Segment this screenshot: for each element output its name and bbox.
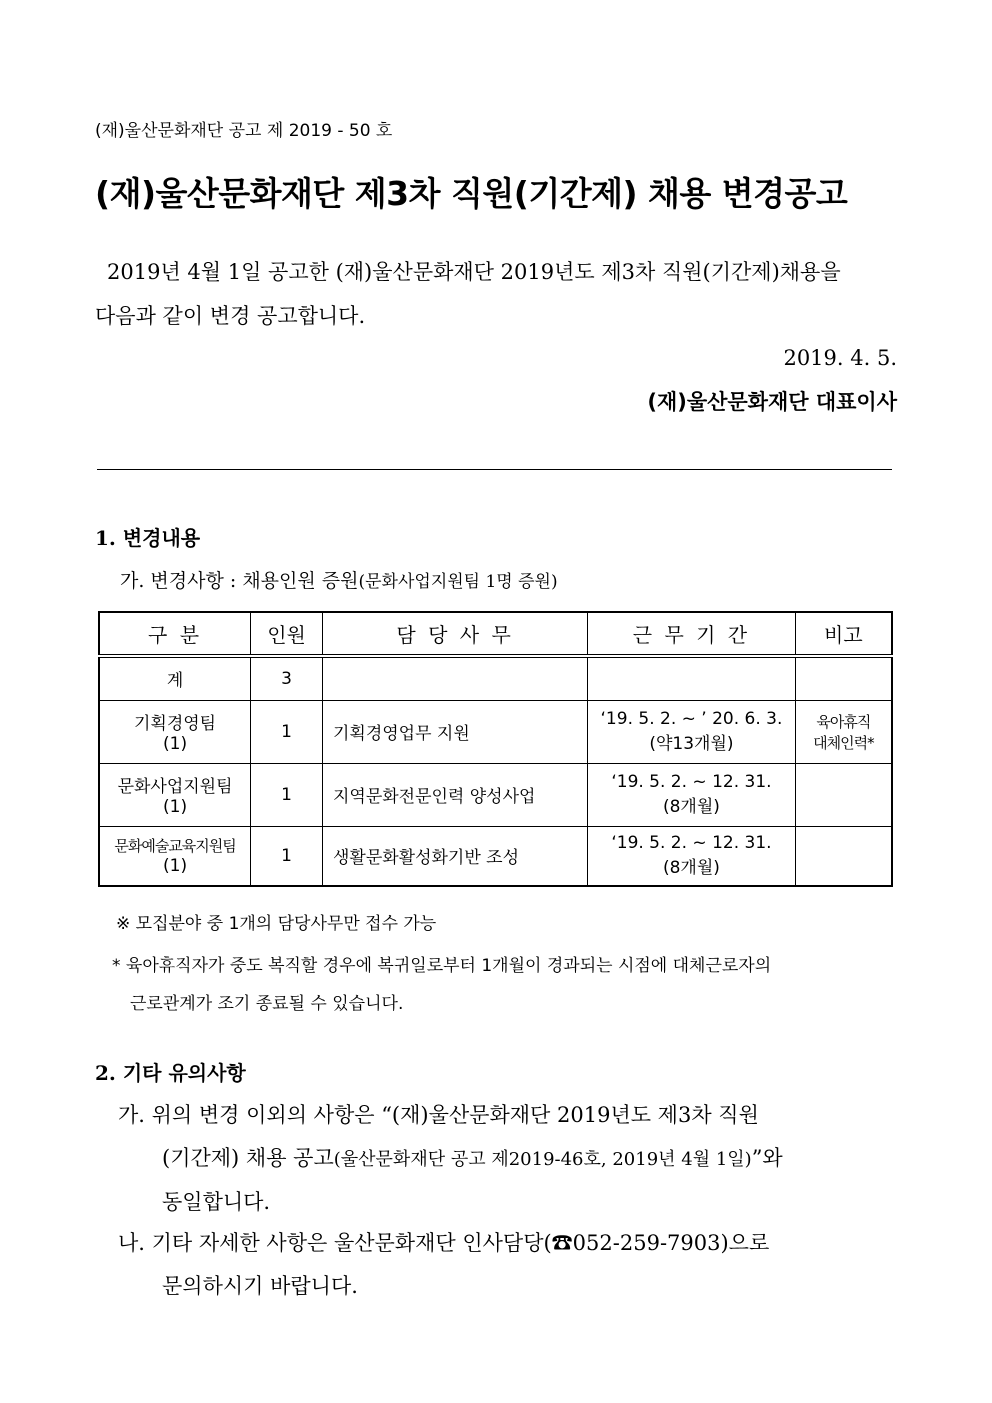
- empty-cell: [795, 656, 892, 700]
- count-cell: 1: [251, 826, 323, 886]
- notice-date: 2019. 4. 5.: [783, 346, 897, 370]
- item-a: [118, 1094, 898, 1224]
- section-1-heading: 1. 변경내용: [95, 526, 201, 550]
- remark-line-1: 육아휴직: [816, 712, 871, 731]
- divider: [97, 469, 892, 470]
- period-range: ‘19. 5. 2. ~ 12. 31.: [611, 833, 772, 854]
- item-b-line-1: 나. 기타 자세한 사항은 울산문화재단 인사담당(☎052-259-7903)으로: [118, 1231, 770, 1255]
- table-header-row: [99, 612, 892, 656]
- section-1-subheading: [120, 566, 558, 593]
- item-a-line-2-pre: (기간제) 채용 공고: [162, 1146, 334, 1170]
- count-cell: 1: [251, 763, 323, 826]
- team-name: 문화예술교육지원팀: [114, 837, 236, 856]
- team-count: (1): [163, 734, 188, 754]
- team-cell: [99, 826, 251, 886]
- team-name: 문화사업지원팀: [117, 777, 233, 797]
- item-a-line-3: 동일합니다.: [162, 1190, 271, 1214]
- period-length: (약13개월): [649, 734, 734, 754]
- intro-line-1: 2019년 4월 1일 공고한 (재)울산문화재단 2019년도 제3차 직원(기간제)채용을: [107, 260, 841, 284]
- footnote: [112, 947, 912, 1023]
- period-cell: [588, 826, 795, 886]
- recruitment-table: [98, 611, 893, 887]
- duty-cell: 지역문화전문인력 양성사업: [322, 763, 587, 826]
- remark-line-2: 대체인력*: [813, 733, 874, 752]
- team-name: 기획경영팀: [133, 714, 217, 734]
- remark-cell: [795, 826, 892, 886]
- application-note: ※ 모집분야 중 1개의 담당사무만 접수 가능: [116, 914, 437, 934]
- empty-cell: [322, 656, 587, 700]
- duty-cell: 기획경영업무 지원: [322, 700, 587, 763]
- header-count: 인원: [251, 612, 323, 656]
- team-cell: [99, 700, 251, 763]
- period-length: (8개월): [662, 797, 720, 817]
- section-2-heading: 2. 기타 유의사항: [95, 1061, 246, 1085]
- period-range: ‘19. 5. 2. ~ ’ 20. 6. 3.: [600, 709, 783, 729]
- item-a-line-2: [118, 1137, 898, 1181]
- header-remark: 비고: [795, 612, 892, 656]
- footnote-line-1: * 육아휴직자가 중도 복직할 경우에 복귀일로부터 1개월이 경과되는 시점에 대체근로자의: [112, 956, 772, 976]
- total-label: 계: [99, 656, 251, 700]
- remark-cell: [795, 700, 892, 763]
- duty-cell: 생활문화활성화기반 조성: [322, 826, 587, 886]
- period-cell: [588, 700, 795, 763]
- item-b-line-2: 문의하시기 바랍니다.: [162, 1274, 358, 1298]
- subheading-text: 가. 변경사항 : 채용인원 증원: [120, 570, 359, 592]
- notice-number: (재)울산문화재단 공고 제 2019 - 50 호: [95, 121, 393, 141]
- remark-cell: [795, 763, 892, 826]
- item-b: [118, 1222, 898, 1308]
- period-range: ‘19. 5. 2. ~ 12. 31.: [611, 772, 772, 792]
- table-total-row: [99, 656, 892, 700]
- team-cell: [99, 763, 251, 826]
- intro-paragraph: [95, 250, 895, 338]
- table-row: [99, 826, 892, 886]
- team-count: (1): [163, 797, 188, 817]
- header-period: 근 무 기 간: [588, 612, 795, 656]
- item-a-line-2-post: ”와: [751, 1146, 783, 1170]
- footnote-line-2: 근로관계가 조기 종료될 수 있습니다.: [130, 994, 404, 1014]
- team-count: (1): [163, 856, 188, 877]
- total-count: 3: [251, 656, 323, 700]
- empty-cell: [588, 656, 795, 700]
- period-cell: [588, 763, 795, 826]
- issuer: (재)울산문화재단 대표이사: [647, 390, 897, 414]
- intro-line-2: 다음과 같이 변경 공고합니다.: [95, 304, 366, 328]
- header-division: 구 분: [99, 612, 251, 656]
- period-length: (8개월): [662, 858, 720, 879]
- header-duty: 담 당 사 무: [322, 612, 587, 656]
- item-a-line-2-ref: (울산문화재단 공고 제2019-46호, 2019년 4월 1일): [333, 1149, 752, 1170]
- table-row: [99, 700, 892, 763]
- page-title: (재)울산문화재단 제3차 직원(기간제) 채용 변경공고: [95, 174, 848, 213]
- count-cell: 1: [251, 700, 323, 763]
- item-a-line-1: 가. 위의 변경 이외의 사항은 “(재)울산문화재단 2019년도 제3차 직원: [118, 1103, 759, 1127]
- table-row: [99, 763, 892, 826]
- subheading-detail: (문화사업지원팀 1명 증원): [358, 572, 558, 592]
